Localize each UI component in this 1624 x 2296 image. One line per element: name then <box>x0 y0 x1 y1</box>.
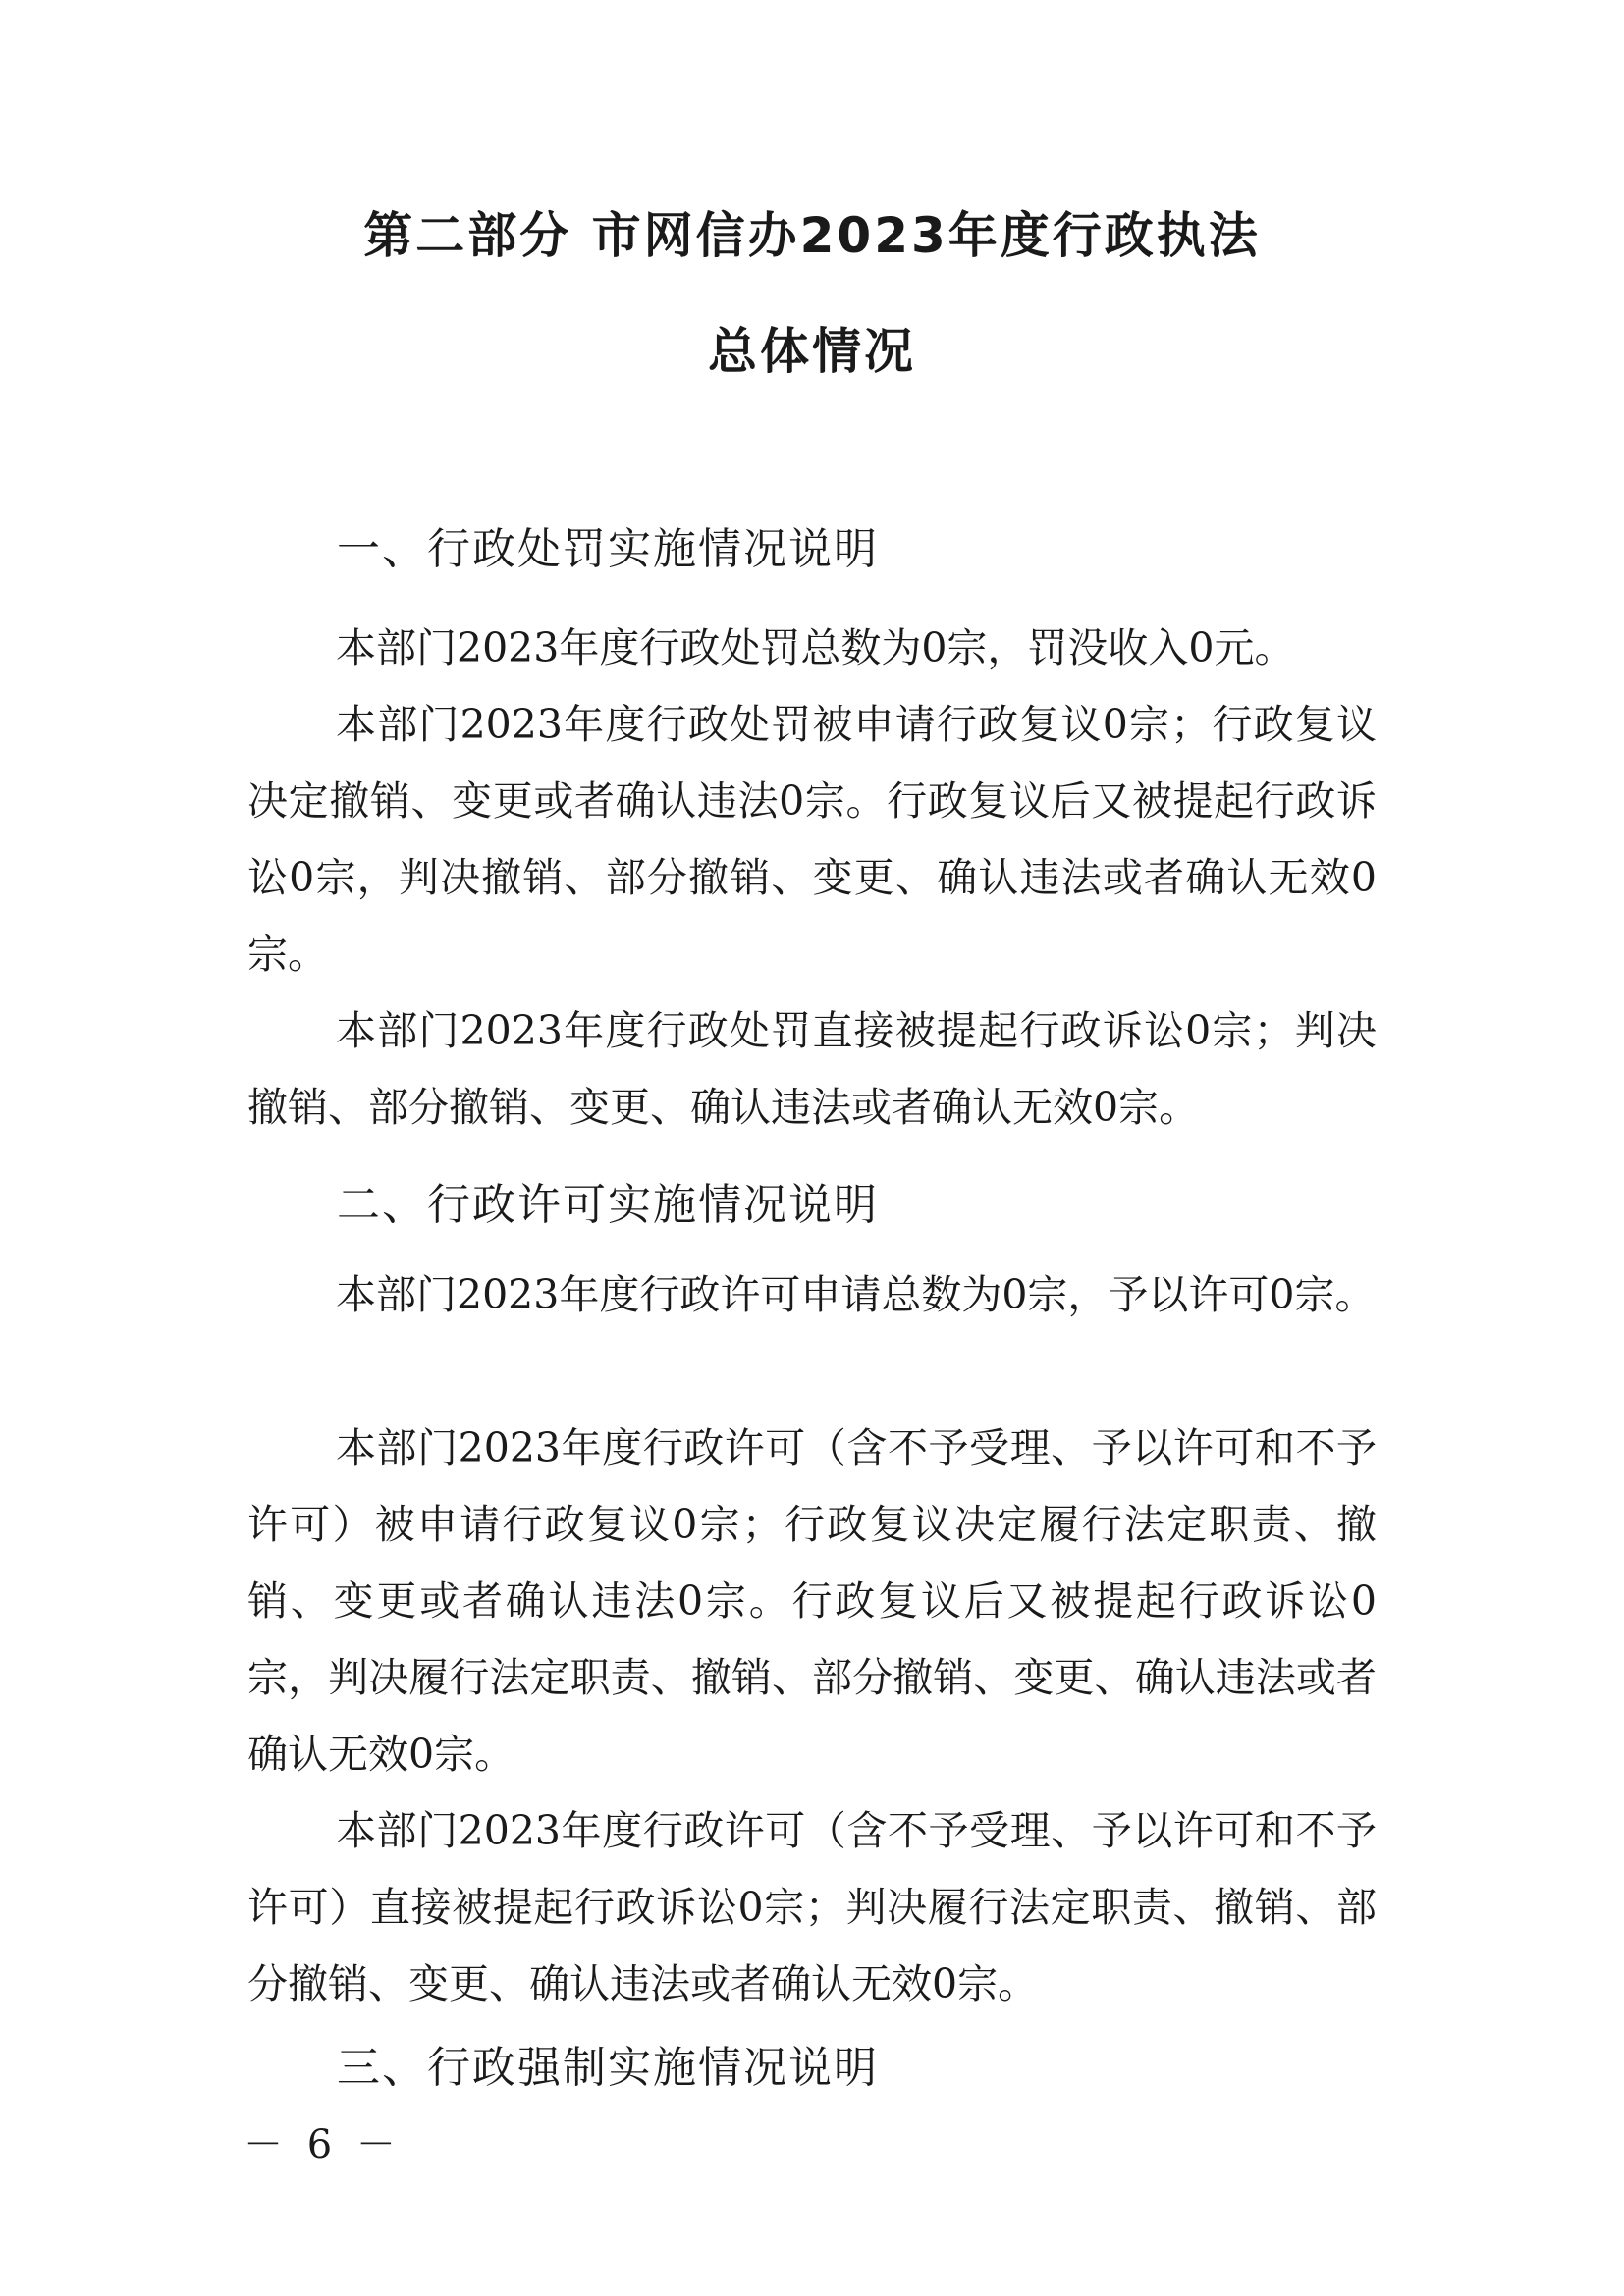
section-2-paragraph-2: 本部门2023年度行政许可（含不予受理、予以许可和不予许可）被申请行政复议0宗；行政复议决定履行法定职责、撤销、变更或者确认违法0宗。行政复议后又被提起行政诉讼0宗，判决履行法定职责、撤销、部分撤销、变更、确认违法或者确认无效0宗。 <box>247 1424 1377 1778</box>
document-title-line-1: 第二部分 市网信办2023年度行政执法 <box>363 207 1261 264</box>
section-2-heading: 二、行政许可实施情况说明 <box>337 1180 879 1230</box>
section-1-heading: 一、行政处罚实施情况说明 <box>337 524 879 574</box>
section-1-paragraph-2: 本部门2023年度行政处罚被申请行政复议0宗；行政复议决定撤销、变更或者确认违法0宗。行政复议后又被提起行政诉讼0宗，判决撤销、部分撤销、变更、确认违法或者确认无效0宗。 <box>247 701 1377 978</box>
section-2-paragraph-3: 本部门2023年度行政许可（含不予受理、予以许可和不予许可）直接被提起行政诉讼0宗；判决履行法定职责、撤销、部分撤销、变更、确认违法或者确认无效0宗。 <box>247 1807 1377 2007</box>
section-2-paragraph-1: 本部门2023年度行政许可申请总数为0宗，予以许可0宗。 <box>336 1271 1376 1318</box>
section-1-paragraph-3: 本部门2023年度行政处罚直接被提起行政诉讼0宗；判决撤销、部分撤销、变更、确认违法或者确认无效0宗。 <box>247 1007 1377 1131</box>
section-3-heading: 三、行政强制实施情况说明 <box>337 2043 879 2093</box>
section-1-paragraph-1: 本部门2023年度行政处罚总数为0宗，罚没收入0元。 <box>336 624 1295 671</box>
page-number: － 6 － <box>244 2122 402 2167</box>
document-title-line-2: 总体情况 <box>708 323 916 380</box>
